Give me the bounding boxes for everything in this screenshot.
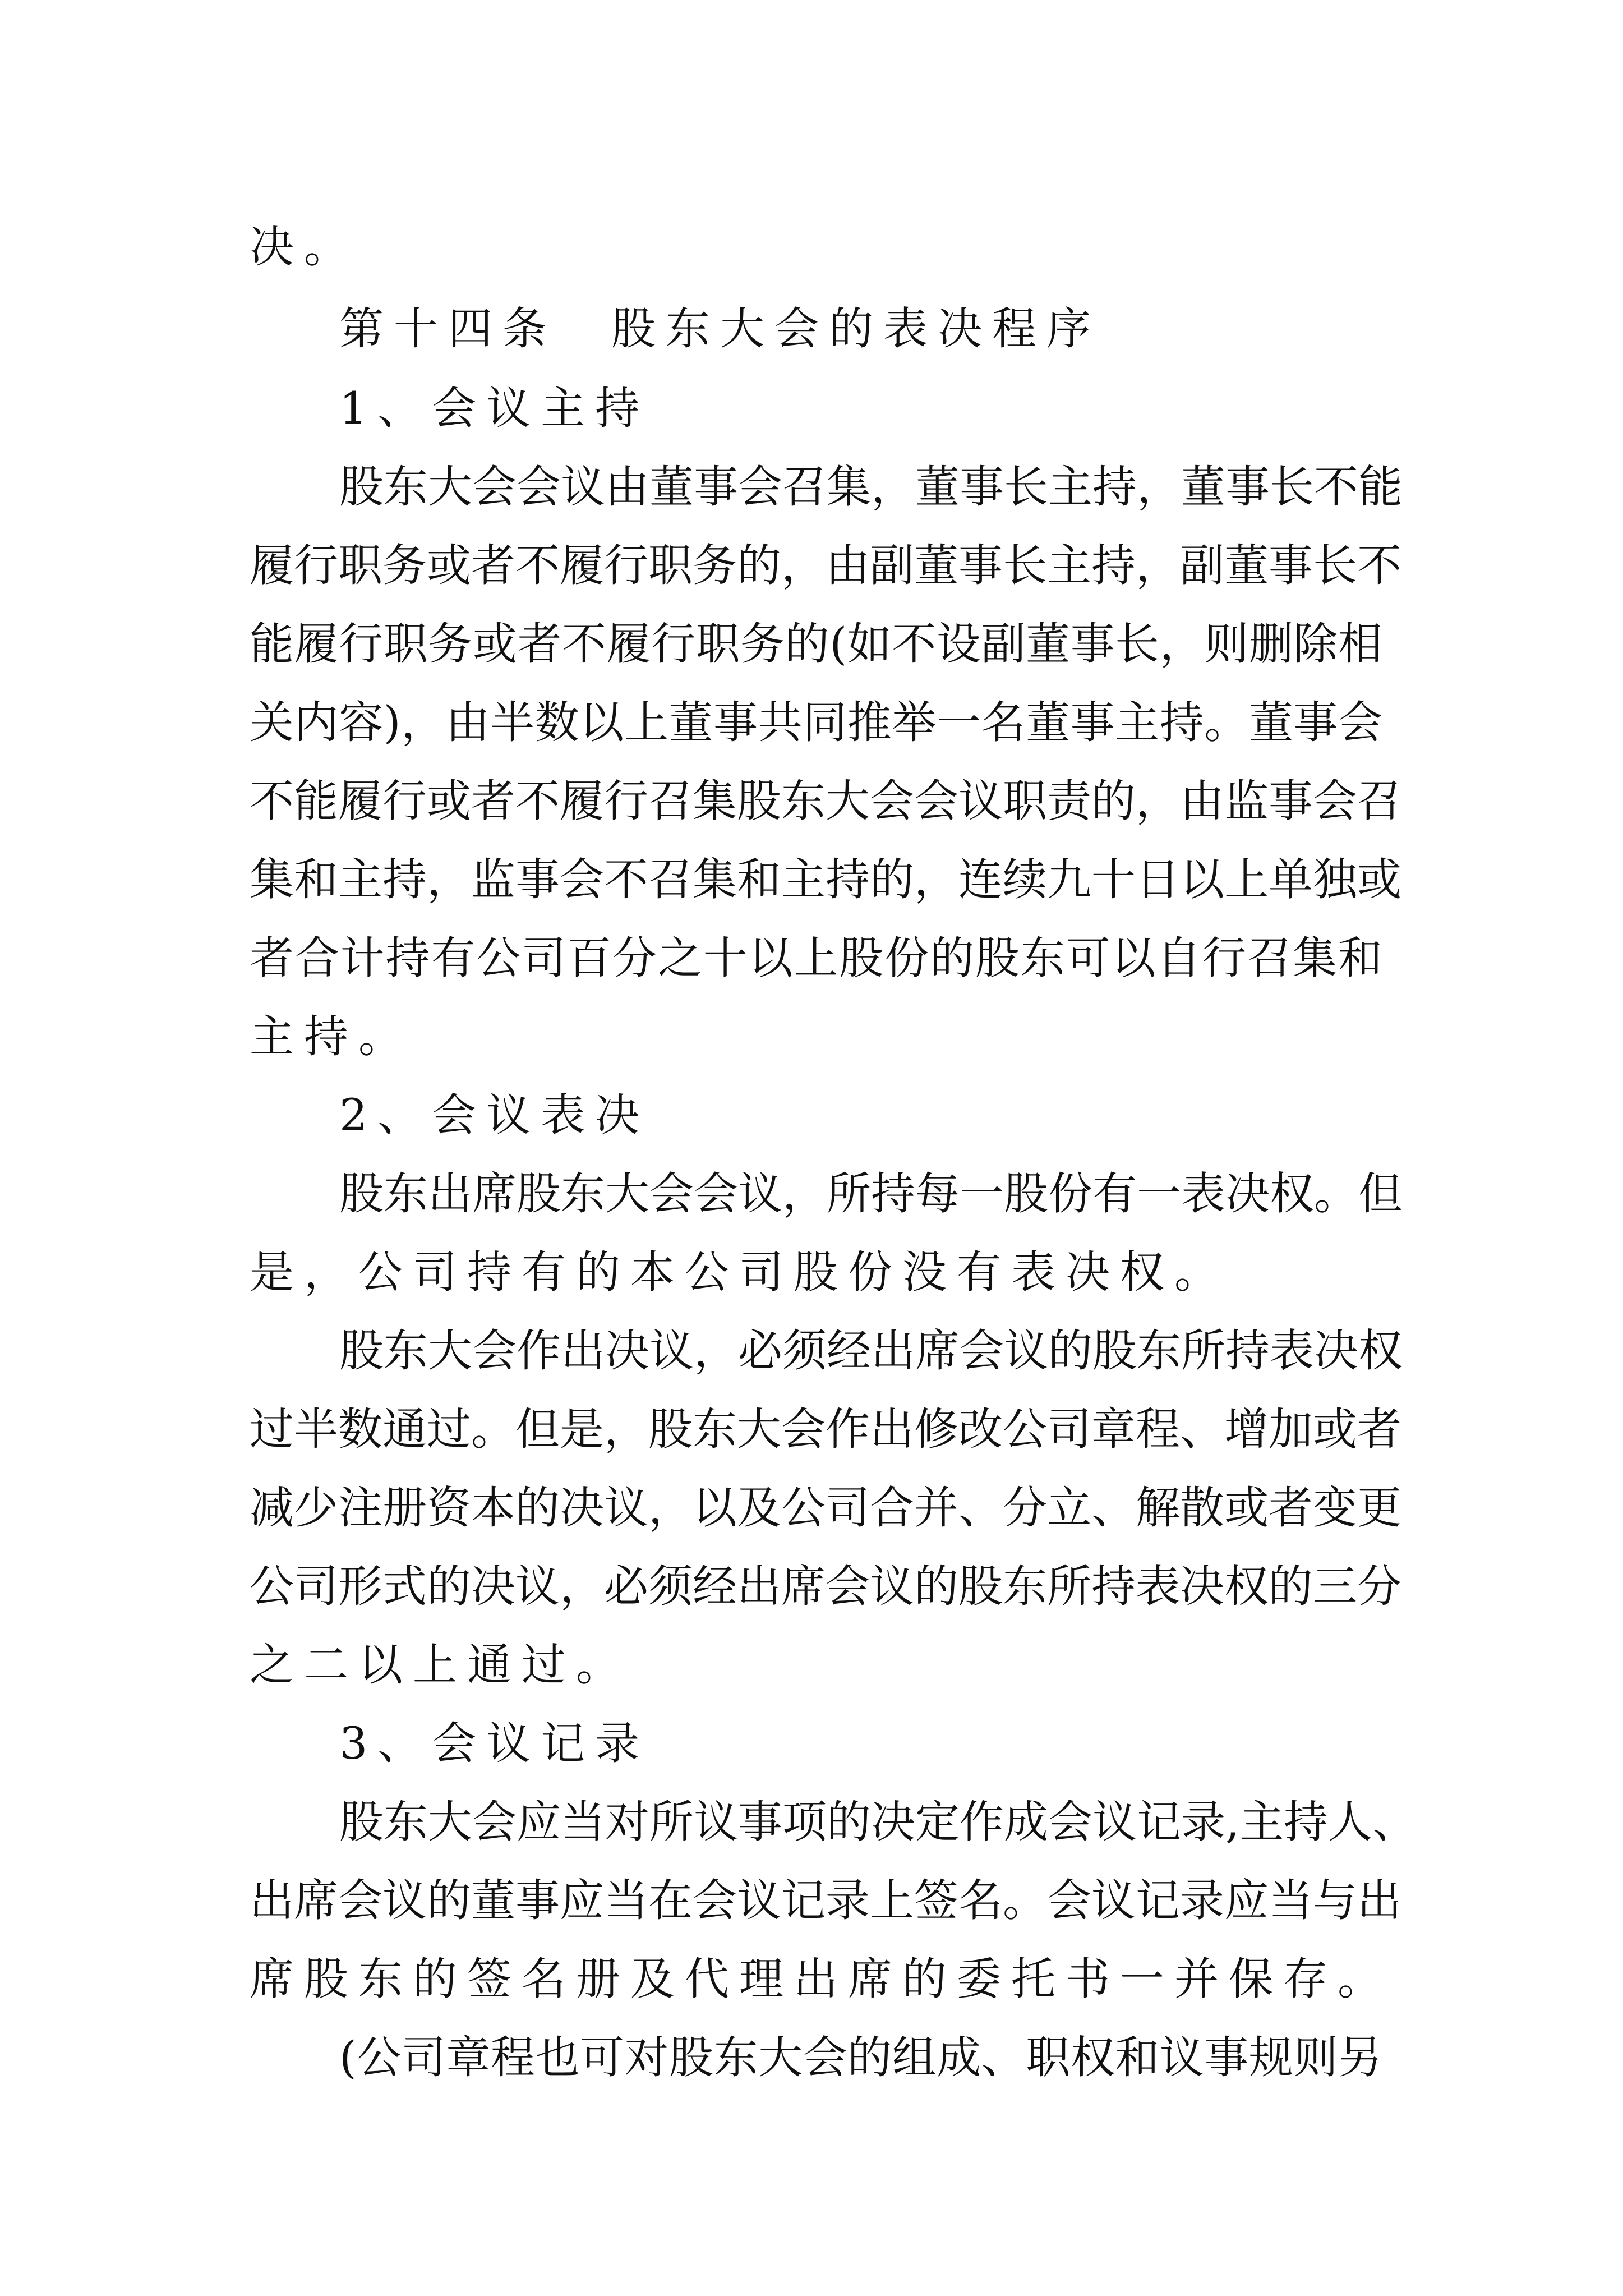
text-line: 股东出席股东大会会议，所持每一股份有一表决权。但 bbox=[339, 1168, 1403, 1220]
text-line: 过半数通过。但是，股东大会作出修改公司章程、增加或者 bbox=[250, 1404, 1401, 1455]
text-line: 1、会议主持 bbox=[339, 383, 650, 434]
text-line: 2、会议表决 bbox=[339, 1089, 650, 1141]
text-line: 不能履行或者不履行召集股东大会会议职责的，由监事会召 bbox=[250, 775, 1401, 827]
text-line: 决。 bbox=[250, 221, 358, 273]
text-line: 关内容)，由半数以上董事共同推举一名董事主持。董事会 bbox=[250, 697, 1382, 748]
text-line: 主持。 bbox=[250, 1011, 413, 1062]
text-line: 出席会议的董事应当在会议记录上签名。会议记录应当与出 bbox=[250, 1875, 1401, 1926]
text-line: 股东大会应当对所议事项的决定作成会议记录,主持人、 bbox=[339, 1796, 1417, 1848]
text-line: 集和主持，监事会不召集和主持的，连续九十日以上单独或 bbox=[250, 854, 1401, 905]
text-line: 履行职务或者不履行职务的，由副董事长主持，副董事长不 bbox=[250, 540, 1401, 591]
text-line: 能履行职务或者不履行职务的(如不设副董事长，则删除相 bbox=[250, 618, 1382, 670]
text-line: 3、会议记录 bbox=[339, 1718, 650, 1769]
text-line: 席股东的签名册及代理出席的委托书一并保存。 bbox=[250, 1953, 1392, 2005]
text-line: 减少注册资本的决议，以及公司合并、分立、解散或者变更 bbox=[250, 1482, 1401, 1534]
text-line: 第十四条 股东大会的表决程序 bbox=[339, 303, 1101, 355]
text-line: 公司形式的决议，必须经出席会议的股东所持表决权的三分 bbox=[250, 1561, 1401, 1612]
text-line: 之二以上通过。 bbox=[250, 1639, 630, 1691]
text-line: 股东大会会议由董事会召集，董事长主持，董事长不能 bbox=[339, 461, 1403, 513]
text-line: (公司章程也可对股东大会的组成、职权和议事规则另 bbox=[339, 2032, 1382, 2083]
text-line: 者合计持有公司百分之十以上股份的股东可以自行召集和 bbox=[250, 932, 1382, 984]
text-line: 股东大会作出决议，必须经出席会议的股东所持表决权 bbox=[339, 1325, 1403, 1377]
text-line: 是，公司持有的本公司股份没有表决权。 bbox=[250, 1246, 1229, 1298]
